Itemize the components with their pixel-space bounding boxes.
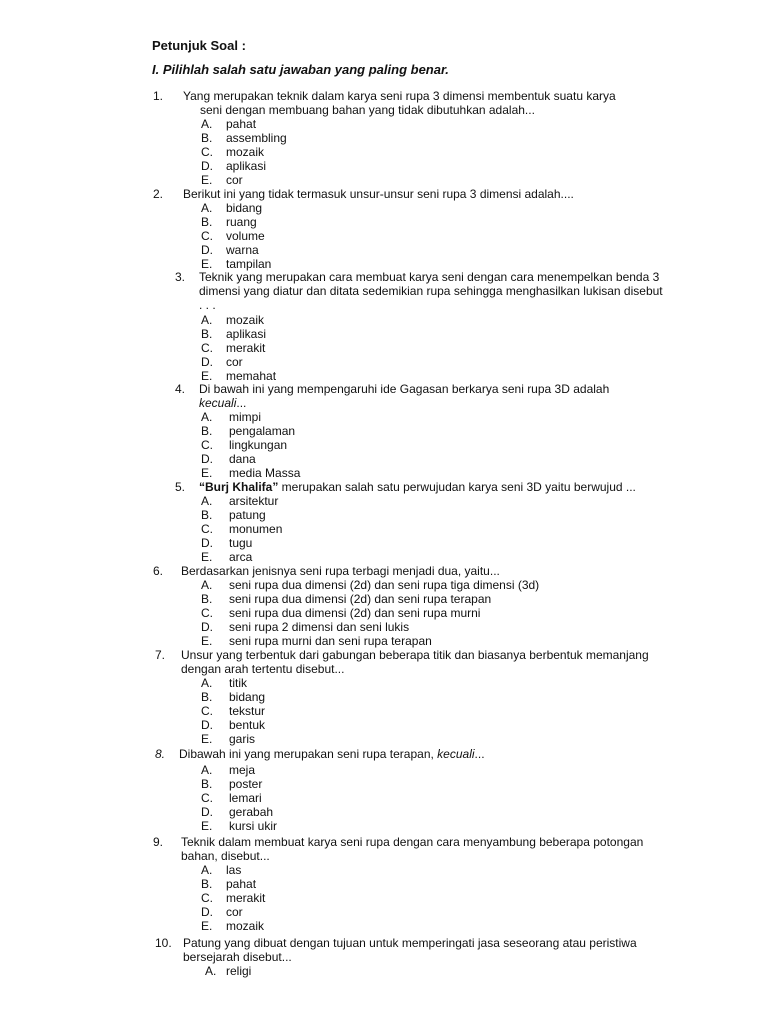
option-text: bentuk xyxy=(229,718,266,732)
option-text: titik xyxy=(229,676,247,690)
option-text: bidang xyxy=(229,690,266,704)
option-text: pengalaman xyxy=(229,424,296,438)
question-text: Berdasarkan jenisnya seni rupa terbagi menjadi dua, yaitu... xyxy=(181,564,500,578)
option-letter: C. xyxy=(201,145,213,159)
option-text: patung xyxy=(229,508,266,522)
option-letter: E. xyxy=(201,634,213,648)
option-text: merakit xyxy=(226,891,266,905)
question-number: 6. xyxy=(153,564,164,578)
italic-word: kecuali xyxy=(199,396,237,410)
option-letter: A. xyxy=(201,494,213,508)
option-letter: B. xyxy=(201,690,213,704)
option-text: warna xyxy=(226,243,259,257)
document-title: Petunjuk Soal : xyxy=(152,38,246,53)
option-letter: E. xyxy=(201,173,213,187)
option-letter: D. xyxy=(201,718,213,732)
option-letter: D. xyxy=(201,905,213,919)
ellipsis: ... xyxy=(474,747,485,761)
question-text: Yang merupakan teknik dalam karya seni rupa 3 dimensi membentuk suatu karya xyxy=(183,89,616,103)
option-text: tugu xyxy=(229,536,253,550)
option-text: seni rupa dua dimensi (2d) dan seni rupa murni xyxy=(229,606,481,620)
option-text: volume xyxy=(226,229,265,243)
option-text: media Massa xyxy=(229,466,301,480)
option-letter: B. xyxy=(201,508,213,522)
option-letter: C. xyxy=(201,891,213,905)
option-text: tekstur xyxy=(229,704,266,718)
question-text xyxy=(199,480,636,494)
question-text: Teknik yang merupakan cara membuat karya seni dengan cara menempelkan benda 3 xyxy=(199,270,660,284)
question-text: . . . xyxy=(199,298,216,312)
italic-word: kecuali xyxy=(437,747,475,761)
option-text: seni rupa dua dimensi (2d) dan seni rupa terapan xyxy=(229,592,492,606)
option-letter: E. xyxy=(201,257,213,271)
question-text: Teknik dalam membuat karya seni rupa dengan cara menyambung beberapa potongan xyxy=(181,835,644,849)
option-text: aplikasi xyxy=(226,327,267,341)
option-letter: E. xyxy=(201,550,213,564)
option-letter: E. xyxy=(201,466,213,480)
option-letter: C. xyxy=(201,341,213,355)
question-text: dengan arah tertentu disebut... xyxy=(181,662,345,676)
option-text: bidang xyxy=(226,201,263,215)
option-text: monumen xyxy=(229,522,283,536)
option-letter: A. xyxy=(205,964,217,978)
question-number: 4. xyxy=(175,382,186,396)
option-text: poster xyxy=(229,777,263,791)
option-letter: E. xyxy=(201,732,213,746)
option-letter: D. xyxy=(201,620,213,634)
question-text-main: Dibawah ini yang merupakan seni rupa terapan, xyxy=(179,747,438,761)
option-text: religi xyxy=(226,964,252,978)
option-letter: D. xyxy=(201,805,213,819)
option-letter: D. xyxy=(201,159,213,173)
option-letter: A. xyxy=(201,410,213,424)
question-number: 7. xyxy=(155,648,166,662)
option-text: lingkungan xyxy=(229,438,288,452)
option-text: assembling xyxy=(226,131,287,145)
option-text: aplikasi xyxy=(226,159,267,173)
option-text: merakit xyxy=(226,341,266,355)
option-text: gerabah xyxy=(229,805,274,819)
option-letter: B. xyxy=(201,877,213,891)
option-text: arsitektur xyxy=(229,494,279,508)
option-text: cor xyxy=(226,905,243,919)
question-text: bahan, disebut... xyxy=(181,849,270,863)
question-text: Berikut ini yang tidak termasuk unsur-unsur seni rupa 3 dimensi adalah.... xyxy=(183,187,574,201)
option-text: cor xyxy=(226,173,243,187)
question-number: 9. xyxy=(153,835,164,849)
question-text: seni dengan membuang bahan yang tidak dibutuhkan adalah... xyxy=(200,103,535,117)
option-text: meja xyxy=(229,763,256,777)
option-letter: A. xyxy=(201,117,213,131)
option-letter: B. xyxy=(201,777,213,791)
question-text: dimensi yang diatur dan ditata sedemikian rupa sehingga menghasilkan lukisan disebut xyxy=(199,284,663,298)
question-text: Unsur yang terbentuk dari gabungan beberapa titik dan biasanya berbentuk memanjang xyxy=(181,648,649,662)
option-text: arca xyxy=(229,550,253,564)
option-text: seni rupa dua dimensi (2d) dan seni rupa tiga dimensi (3d) xyxy=(229,578,540,592)
option-letter: B. xyxy=(201,215,213,229)
question-number: 2. xyxy=(153,187,164,201)
option-letter: A. xyxy=(201,676,213,690)
option-text: mozaik xyxy=(226,919,265,933)
question-text-rest: merupakan salah satu perwujudan karya seni 3D yaitu berwujud ... xyxy=(278,480,636,494)
option-letter: D. xyxy=(201,452,213,466)
question-number: 10. xyxy=(155,936,172,950)
question-number: 8. xyxy=(155,747,166,761)
option-letter: C. xyxy=(201,791,213,805)
question-text-continued xyxy=(199,396,246,410)
question-number: 3. xyxy=(175,270,186,284)
option-letter: B. xyxy=(201,131,213,145)
question-text: bersejarah disebut... xyxy=(183,950,292,964)
option-text: garis xyxy=(229,732,256,746)
question-text: Di bawah ini yang mempengaruhi ide Gagasan berkarya seni rupa 3D adalah xyxy=(199,382,610,396)
option-letter: A. xyxy=(201,201,213,215)
option-text: mimpi xyxy=(229,410,261,424)
option-letter: E. xyxy=(201,919,213,933)
option-text: mozaik xyxy=(226,313,265,327)
option-text: kursi ukir xyxy=(229,819,278,833)
option-text: memahat xyxy=(226,369,277,383)
option-text: seni rupa 2 dimensi dan seni lukis xyxy=(229,620,410,634)
ellipsis: ... xyxy=(236,396,247,410)
option-text: seni rupa murni dan seni rupa terapan xyxy=(229,634,432,648)
option-letter: A. xyxy=(201,313,213,327)
option-letter: D. xyxy=(201,536,213,550)
option-letter: E. xyxy=(201,819,213,833)
option-letter: A. xyxy=(201,763,213,777)
instruction-line: I. Pilihlah salah satu jawaban yang paling benar. xyxy=(152,62,449,77)
option-text: lemari xyxy=(229,791,262,805)
option-text: las xyxy=(226,863,242,877)
option-text: dana xyxy=(229,452,256,466)
bold-term: “Burj Khalifa” xyxy=(199,480,279,494)
option-letter: C. xyxy=(201,438,213,452)
option-letter: E. xyxy=(201,369,213,383)
option-letter: C. xyxy=(201,229,213,243)
option-letter: C. xyxy=(201,522,213,536)
option-letter: B. xyxy=(201,592,213,606)
option-letter: D. xyxy=(201,355,213,369)
option-letter: A. xyxy=(201,578,213,592)
option-text: mozaik xyxy=(226,145,265,159)
option-text: pahat xyxy=(226,117,257,131)
option-letter: A. xyxy=(201,863,213,877)
option-letter: C. xyxy=(201,606,213,620)
option-text: tampilan xyxy=(226,257,272,271)
option-text: cor xyxy=(226,355,243,369)
question-text: Patung yang dibuat dengan tujuan untuk memperingati jasa seseorang atau peristiwa xyxy=(183,936,637,950)
option-letter: C. xyxy=(201,704,213,718)
option-letter: B. xyxy=(201,327,213,341)
question-text xyxy=(179,747,485,761)
option-text: ruang xyxy=(226,215,257,229)
option-letter: D. xyxy=(201,243,213,257)
option-text: pahat xyxy=(226,877,257,891)
option-letter: B. xyxy=(201,424,213,438)
question-number: 5. xyxy=(175,480,186,494)
question-number: 1. xyxy=(153,89,164,103)
